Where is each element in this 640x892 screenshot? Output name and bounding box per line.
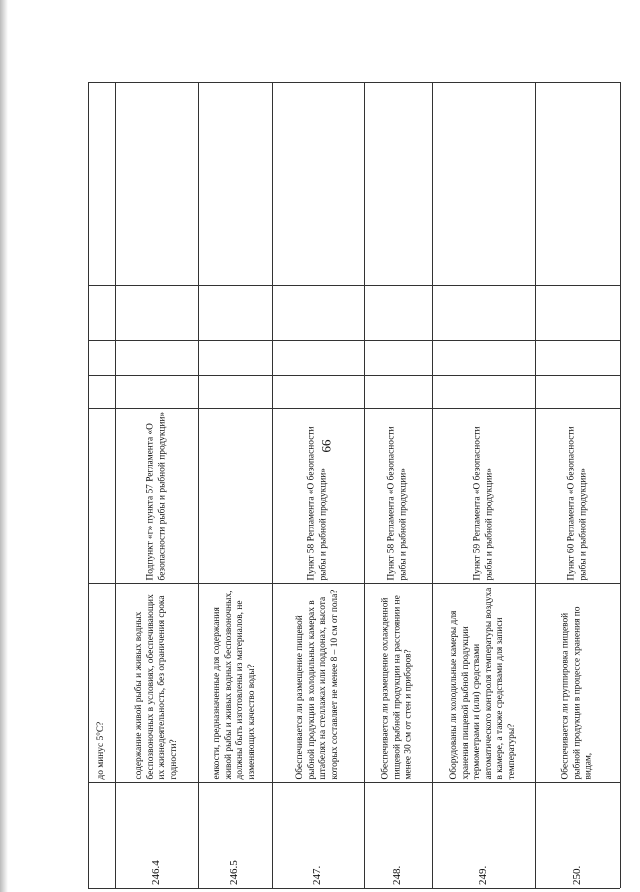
question-text: до минус 5°С? [95, 721, 106, 779]
question-cell [535, 583, 620, 782]
reference-cell [272, 408, 364, 583]
reference-cell [432, 408, 535, 583]
row-number: 248. [391, 865, 404, 885]
row-number-cell [115, 782, 198, 888]
question-cell [364, 583, 432, 782]
row-number: 246.4 [149, 860, 162, 885]
question-text: Оборудованы ли холодильные камеры для хранения пищевой рыбной продукции термометрами и (или) средствами автоматического контроля температуры воздуха в камере, а также средствами для записи температуры? [448, 587, 517, 779]
row-number: 249. [476, 865, 489, 885]
reference-text: Пункт 58 Регламента «О безопасности рыбы и рыбной продукции» [386, 426, 408, 580]
question-text: Обеспечивается ли группировка пищевой рыбной продукции в процессе хранения по видам, [560, 606, 594, 779]
table-bottom-border [88, 888, 620, 889]
table-row [88, 583, 115, 782]
question-text: Обеспечивается ли размещение пищевой рыбной продукции в холодильных камерах в штабелях на стеллажах или поддонах, высота которых составляет не менее 8 – 10 см от пола? [294, 589, 340, 779]
reference-cell [115, 408, 198, 583]
column-separator [88, 340, 620, 341]
question-text: содержание живой рыбы и живых водных беспозвоночных в условиях, обеспечивающих их жизнедеятельность, без ограничения срока годности? [133, 593, 179, 779]
column-separator [88, 285, 620, 286]
reference-text: Подпункт «г» пункта 57 Регламента «О безопасности рыбы и рыбной продукции» [144, 411, 167, 580]
question-cell [272, 583, 364, 782]
row-number: 246.5 [228, 860, 241, 885]
question-text: Обеспечивается ли размещение охлажденной пищевой рыбной продукции на расстоянии не менее 30 см от стен и приборов? [380, 594, 414, 779]
row-number-cell [364, 782, 432, 888]
question-cell [198, 583, 272, 782]
page-number: 99 [319, 439, 334, 453]
reference-text: Пункт 58 Регламента «О безопасности рыбы и рыбной продукции» [306, 426, 328, 580]
question-cell [115, 583, 198, 782]
row-number-cell [272, 782, 364, 888]
column-separator [88, 375, 620, 376]
row-number: 250. [570, 865, 583, 885]
question-text: емкости, предназначенные для содержания живой рыбы и живых водных беспозвоночных, должны быть изготовлены из материалов, не изменяющих качество воды? [211, 590, 257, 779]
question-cell [432, 583, 535, 782]
reference-text: Пункт 59 Регламента «О безопасности рыбы и рыбной продукции» [471, 426, 494, 580]
row-number-cell [535, 782, 620, 888]
table-right-border [620, 82, 621, 888]
row-number: 247. [311, 865, 324, 885]
reference-cell [364, 408, 432, 583]
reference-text: Пункт 60 Регламента «О безопасности рыбы и рыбной продукции» [565, 426, 588, 580]
row-number-cell [432, 782, 535, 888]
row-number-cell [198, 782, 272, 888]
scan-edge-shadow [0, 0, 8, 892]
reference-cell [535, 408, 620, 583]
